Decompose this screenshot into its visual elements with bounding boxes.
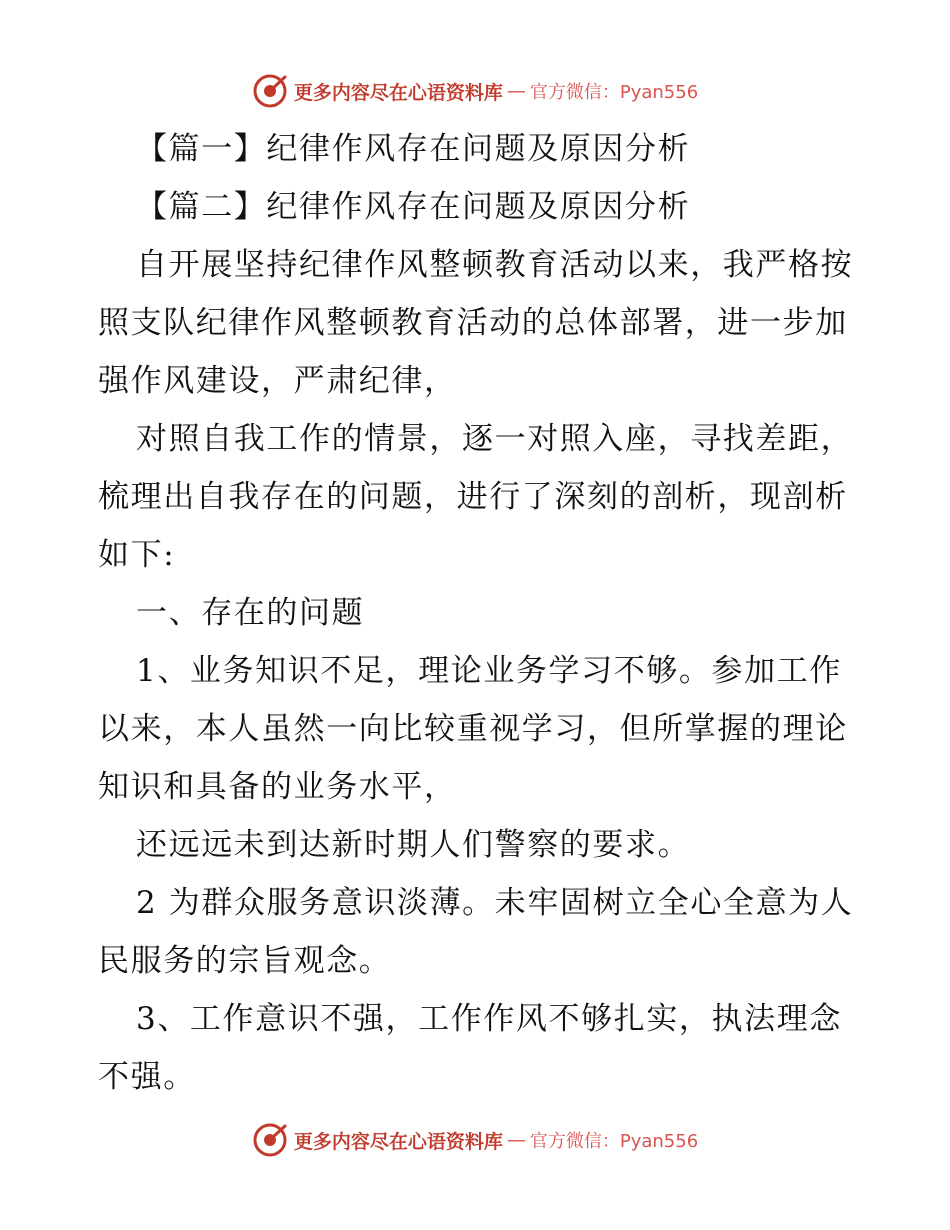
paragraph: 1、业务知识不足，理论业务学习不够。参加工作以来，本人虽然一向比较重视学习，但所掌握的理论知识和具备的业务水平， (98, 653, 848, 805)
watermark-contact: 官方微信：Pyan556 (529, 82, 699, 103)
watermark-separator: — (506, 1129, 526, 1151)
document-body (98, 120, 858, 1106)
section-title-1: 【篇一】纪律作风存在问题及原因分析 (136, 131, 691, 167)
watermark-contact: 官方微信：Pyan556 (529, 1131, 699, 1152)
watermark-header (0, 71, 950, 111)
watermark-brand: 更多内容尽在心语资料库 (293, 1130, 503, 1153)
paragraph: 还远远未到达新时期人们警察的要求。 (136, 827, 691, 863)
brand-logo-icon (252, 73, 288, 109)
paragraph: 自开展坚持纪律作风整顿教育活动以来，我严格按照支队纪律作风整顿教育活动的总体部署，进一步加强作风建设，严肃纪律， (98, 247, 854, 399)
paragraph: 对照自我工作的情景，逐一对照入座，寻找差距，梳理出自我存在的问题，进行了深刻的剖析，现剖析如下: (98, 421, 854, 573)
heading-problems: 一、存在的问题 (136, 595, 365, 631)
watermark-footer (0, 1120, 950, 1160)
watermark-separator: — (506, 80, 526, 102)
paragraph: 3、工作意识不强，工作作风不够扎实，执法理念不强。 (98, 1001, 842, 1095)
paragraph: 2 为群众服务意识淡薄。未牢固树立全心全意为人民服务的宗旨观念。 (98, 885, 854, 979)
brand-logo-icon (252, 1122, 288, 1158)
section-title-2: 【篇二】纪律作风存在问题及原因分析 (136, 189, 691, 225)
watermark-brand: 更多内容尽在心语资料库 (293, 81, 503, 104)
